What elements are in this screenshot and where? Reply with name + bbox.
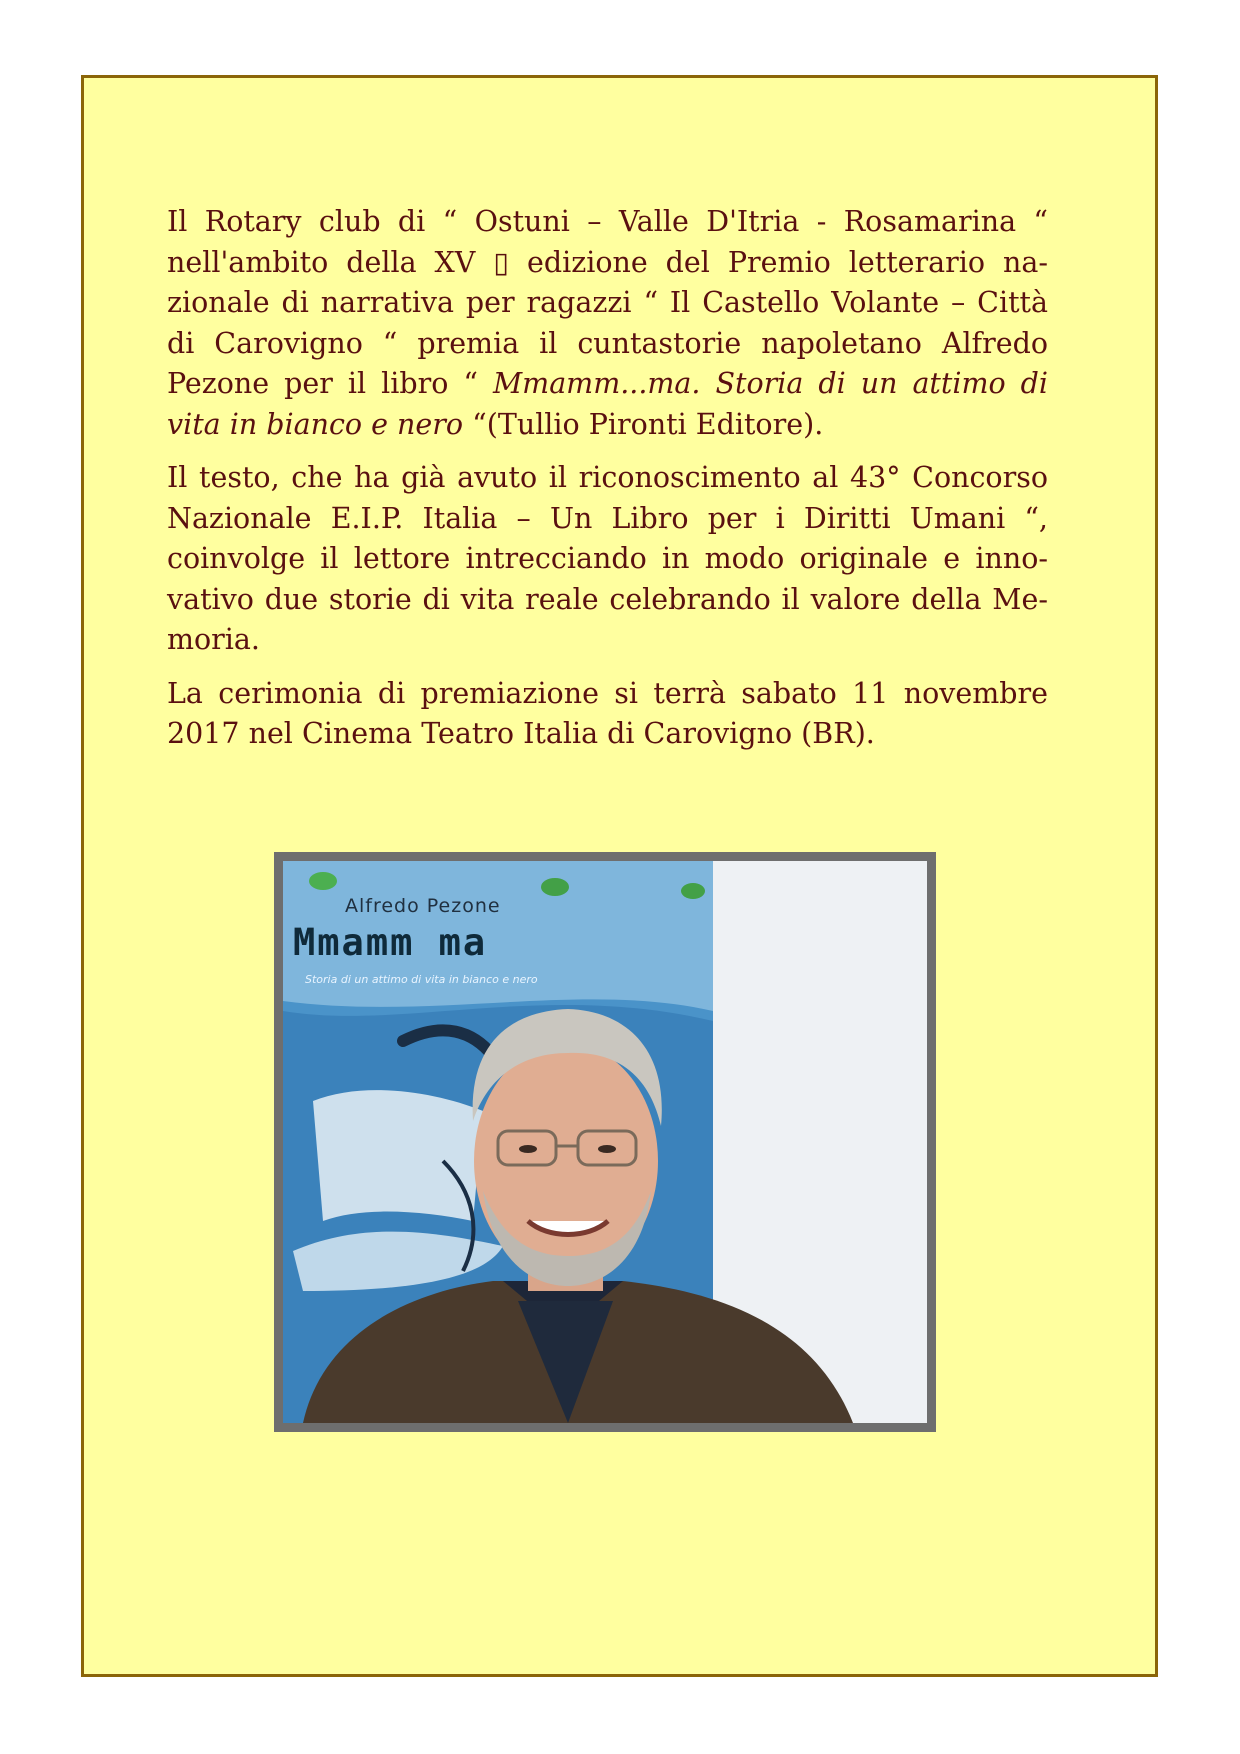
- author-photo: [283, 861, 927, 1423]
- poster-subtitle: Storia di un attimo di vita in bianco e nero: [305, 973, 538, 986]
- article-text: [167, 202, 1048, 768]
- award-text: Il Rotary club di “ Ostuni – Valle D'Itria - Rosamarina “ nell'ambito della XV ▯ edizione del Premio letterario nazionale di narrativa per ragazzi “ Il Castello Volante – Città di Carovigno “ premia il cuntastorie napoletano Alfredo Pezone per il libro “: [167, 205, 1048, 400]
- book-title: Mmamm...ma. Storia di un attimo di vita in bianco e nero: [167, 367, 1048, 441]
- poster-title: Mmamm ma: [293, 921, 488, 964]
- paragraph-ceremony: La cerimonia di premiazione si terrà sabato 11 novembre 2017 nel Cinema Teatro Italia di Carovigno (BR).: [167, 676, 1048, 750]
- paragraph-recognition: Il testo, che ha già avuto il riconoscimento al 43° Concorso Nazionale E.I.P. Italia – Un Libro per i Diritti Umani “, coinvolge il lettore intrecciando in modo originale e innovativo due storie di vita reale celebrando il valore della Memoria.: [167, 461, 1048, 656]
- publisher-text: “(Tullio Pironti Editore).: [463, 407, 824, 441]
- poster-author: Alfredo Pezone: [345, 895, 501, 917]
- author-photo-frame: [274, 852, 936, 1432]
- paragraph-award: [167, 202, 1048, 445]
